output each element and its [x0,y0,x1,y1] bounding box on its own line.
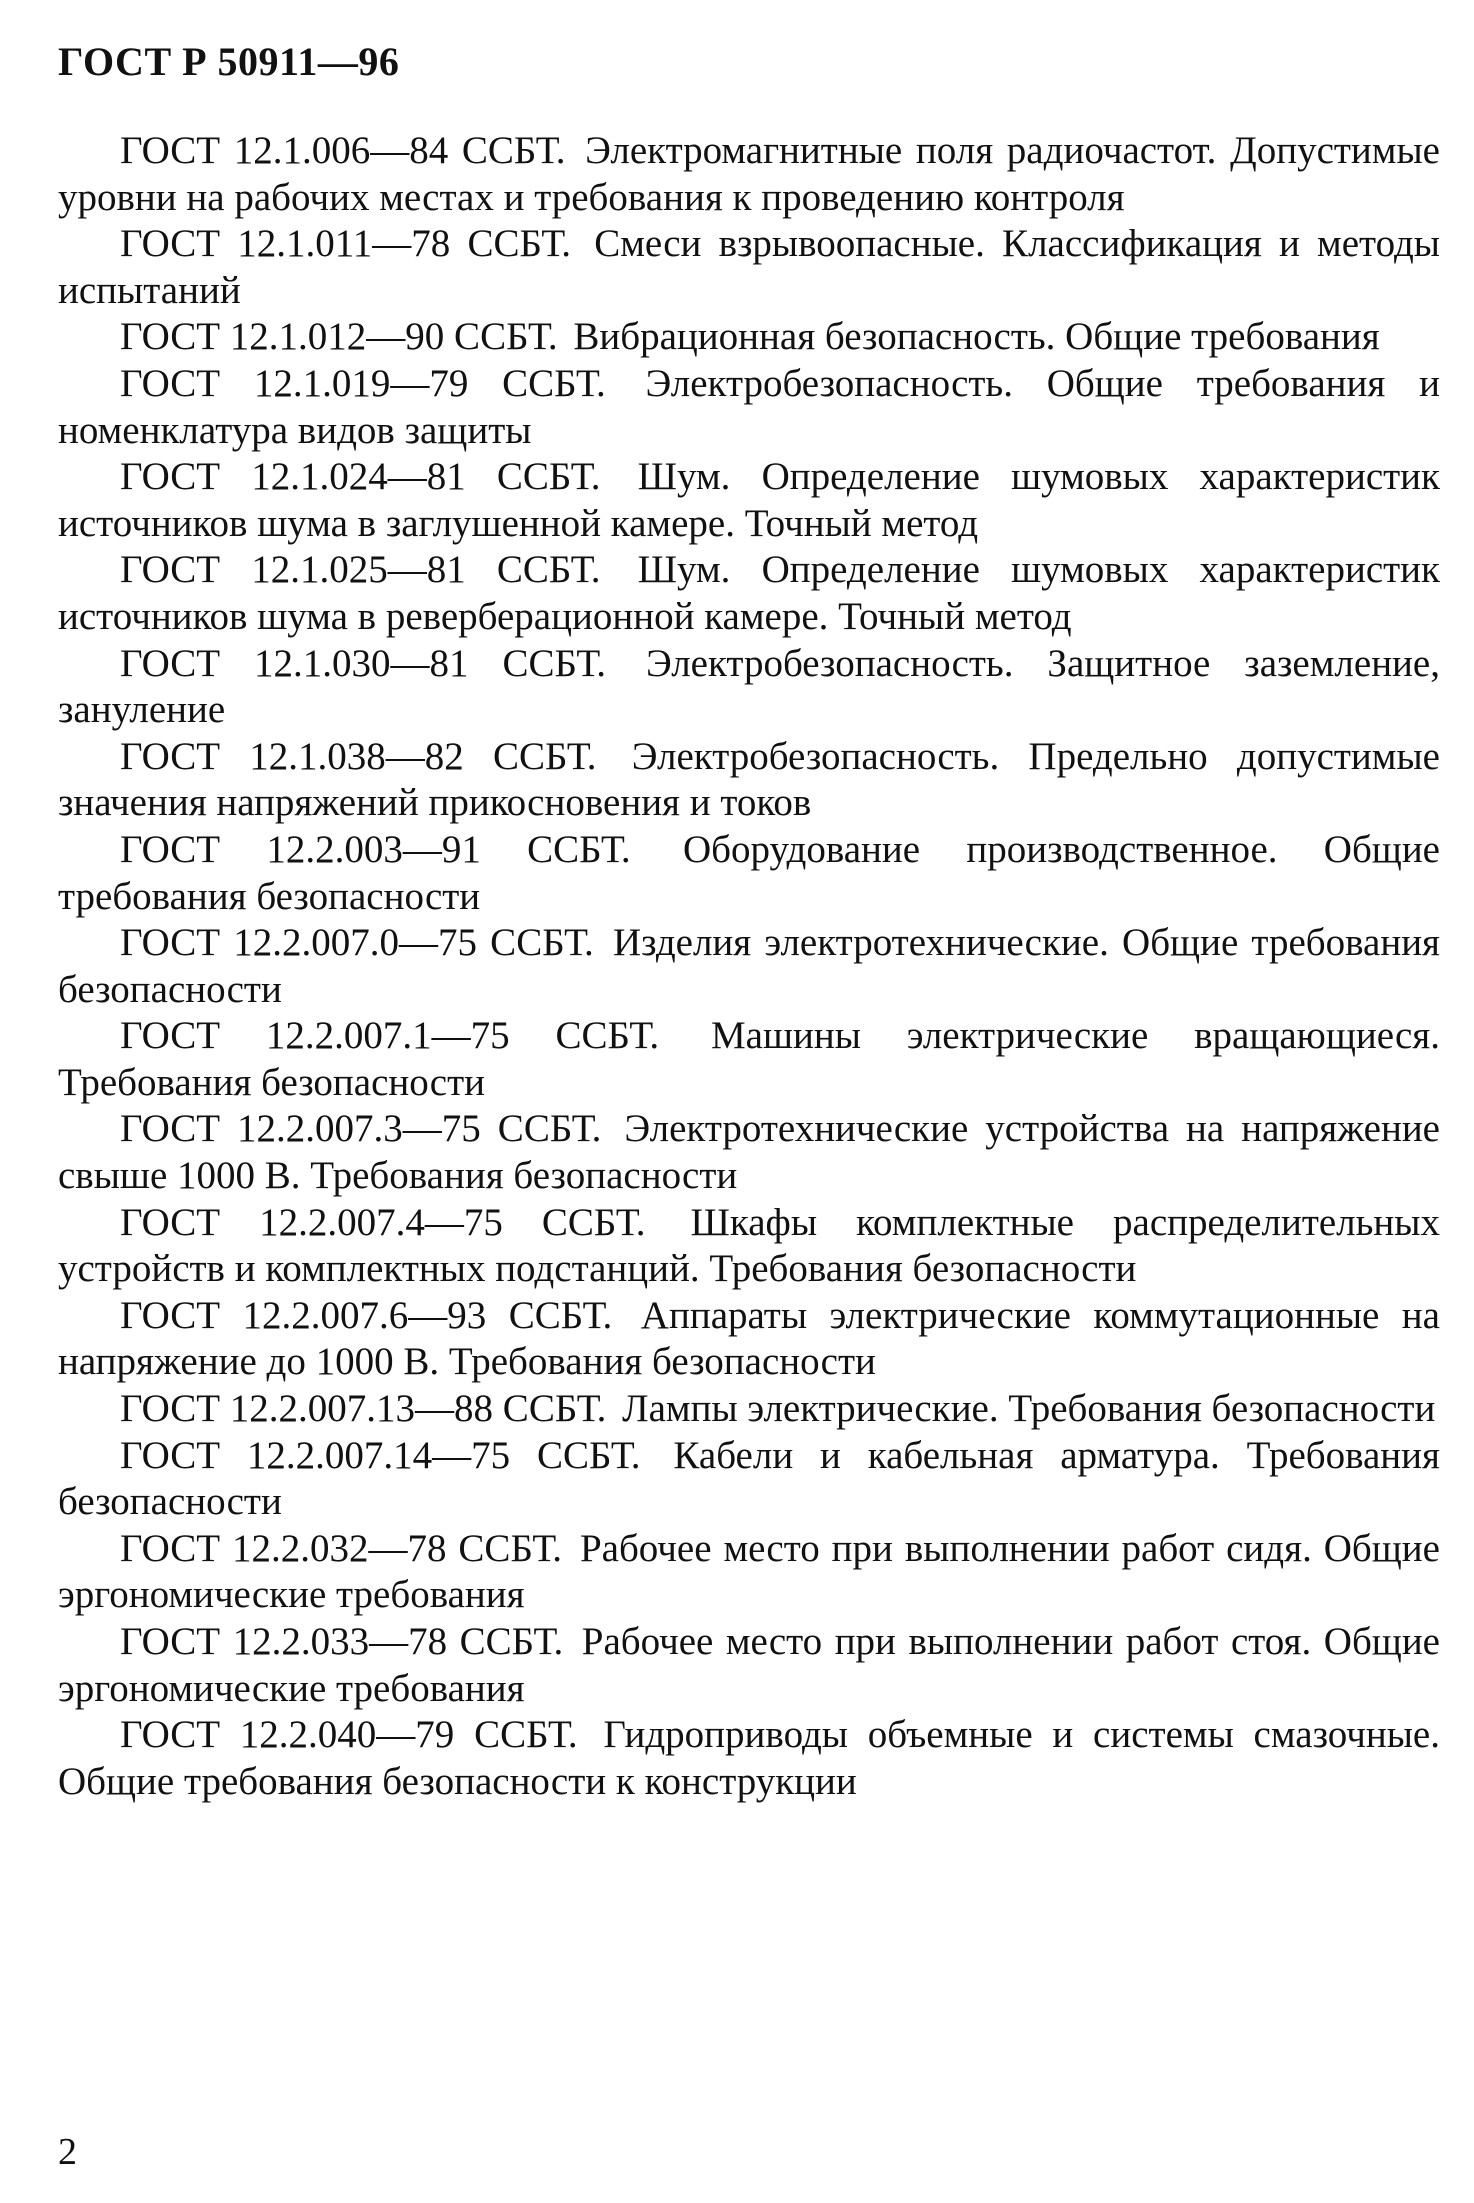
reference-item [58,827,1440,920]
reference-item [58,361,1440,454]
reference-item [58,128,1440,221]
reference-item [58,1200,1440,1293]
reference-title: Смеси взрывоопасные. Классификация и методы испытаний [58,222,1440,312]
reference-item [58,314,1440,361]
reference-code: ГОСТ 12.2.007.3—75 ССБТ. [120,1107,602,1151]
reference-title: Вибрационная безопасность. Общие требования [573,315,1380,359]
reference-code: ГОСТ 12.1.012—90 ССБТ. [120,315,558,359]
reference-title: Электробезопасность. Защитное заземление, зануление [58,641,1440,732]
reference-item [58,454,1440,547]
reference-item [58,1433,1440,1526]
reference-code: ГОСТ 12.2.040—79 ССБТ. [120,1713,578,1757]
reference-item [58,920,1440,1013]
reference-code: ГОСТ 12.2.007.6—93 ССБТ. [120,1293,613,1337]
reference-code: ГОСТ 12.2.007.0—75 ССБТ. [120,921,594,965]
reference-code: ГОСТ 12.1.019—79 ССБТ. [120,361,606,405]
reference-item [58,1712,1440,1805]
reference-title: Электробезопасность. Предельно допустимые значения напряжений прикосновения и токов [58,734,1440,825]
reference-title: Кабели и кабельная арматура. Требования безопасности [58,1433,1440,1524]
reference-code: ГОСТ 12.1.025—81 ССБТ. [120,548,601,592]
reference-item [58,221,1440,314]
reference-code: ГОСТ 12.1.011—78 ССБТ. [120,222,572,266]
reference-title: Шкафы комплектные распределительных устройств и комплектных подстанций. Требования безопасности [58,1200,1440,1291]
reference-list [58,128,1440,1805]
reference-item [58,734,1440,827]
reference-code: ГОСТ 12.2.007.13—88 ССБТ. [120,1387,607,1431]
reference-title: Оборудование производственное. Общие требования безопасности [58,827,1440,918]
reference-code: ГОСТ 12.2.007.4—75 ССБТ. [120,1200,646,1244]
reference-item [58,1013,1440,1106]
reference-item [58,1293,1440,1386]
reference-title: Шум. Определение шумовых характеристик источников шума в реверберационной камере. Точный метод [58,548,1440,638]
reference-title: Гидроприводы объемные и системы смазочные. Общие требования безопасности к конструкции [58,1713,1440,1803]
reference-item [58,1386,1440,1433]
reference-code: ГОСТ 12.2.003—91 ССБТ. [120,827,631,871]
reference-title: Рабочее место при выполнении работ стоя. Общие эргономические требования [58,1620,1440,1710]
reference-code: ГОСТ 12.1.030—81 ССБТ. [120,641,607,685]
reference-title: Машины электрические вращающиеся. Требования безопасности [58,1014,1440,1104]
reference-title: Аппараты электрические коммутационные на напряжение до 1000 В. Требования безопасности [58,1293,1440,1384]
reference-code: ГОСТ 12.1.006—84 ССБТ. [120,129,566,172]
reference-item [58,641,1440,734]
reference-code: ГОСТ 12.2.033—78 ССБТ. [120,1620,564,1663]
page-number: 2 [58,2131,77,2173]
reference-title: Шум. Определение шумовых характеристик источников шума в заглушенной камере. Точный метод [58,455,1440,545]
reference-code: ГОСТ 12.2.007.1—75 ССБТ. [120,1014,660,1058]
reference-code: ГОСТ 12.1.024—81 ССБТ. [120,455,601,499]
reference-item [58,1526,1440,1619]
document-header: ГОСТ Р 50911—96 [58,39,400,84]
reference-title: Электробезопасность. Общие требования и номенклатура видов защиты [58,361,1440,452]
reference-item [58,1106,1440,1199]
reference-title: Электротехнические устройства на напряжение свыше 1000 В. Требования безопасности [58,1107,1440,1198]
reference-item [58,1619,1440,1712]
reference-item [58,547,1440,640]
reference-code: ГОСТ 12.2.007.14—75 ССБТ. [120,1433,641,1477]
reference-code: ГОСТ 12.1.038—82 ССБТ. [120,734,597,778]
reference-title: Электромагнитные поля радиочастот. Допустимые уровни на рабочих местах и требования к проведению контроля [58,129,1440,219]
reference-title: Изделия электротехнические. Общие требования безопасности [58,921,1440,1011]
reference-title: Рабочее место при выполнении работ сидя. Общие эргономические требования [58,1526,1440,1617]
reference-title: Лампы электрические. Требования безопасности [622,1387,1436,1431]
reference-code: ГОСТ 12.2.032—78 ССБТ. [120,1526,562,1570]
